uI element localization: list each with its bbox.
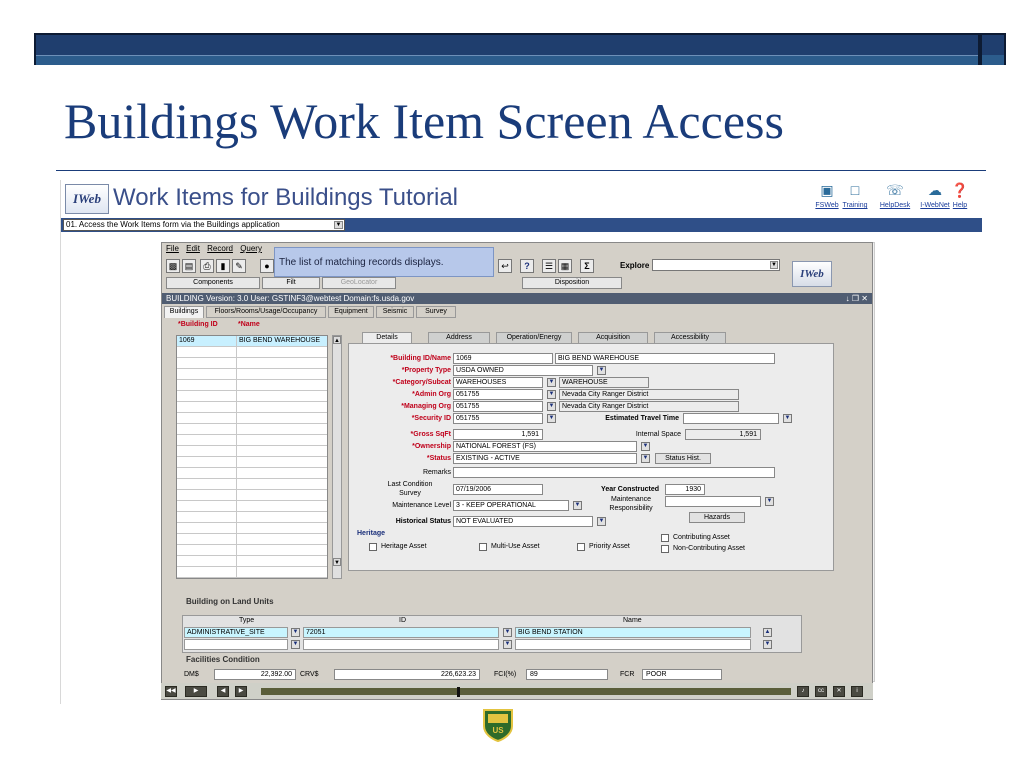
heritage-asset-checkbox[interactable] <box>369 543 377 551</box>
lov-icon[interactable]: ▼ <box>548 379 555 385</box>
list-cell <box>177 424 237 435</box>
list-item[interactable] <box>177 380 327 391</box>
disposition-button[interactable]: Disposition <box>522 277 622 289</box>
nav-iwebnet[interactable]: ☁ I-WebNet <box>920 182 950 209</box>
year-constructed-field[interactable]: 1930 <box>665 484 705 495</box>
list-cell <box>177 501 237 512</box>
security-id-field[interactable]: 051755 <box>453 413 543 424</box>
chevron-down-icon[interactable]: ▼ <box>771 262 777 268</box>
list-cell <box>177 369 237 380</box>
gross-sqft-field[interactable]: 1,591 <box>453 429 543 440</box>
iweb-logo: IWeb <box>65 184 109 214</box>
travel-time-field[interactable] <box>683 413 779 424</box>
last-condition-label: Last Condition Survey <box>387 481 433 497</box>
crv-label: CRV$ <box>300 671 319 678</box>
list-item[interactable] <box>177 413 327 424</box>
year-constructed-label: Year Constructed <box>601 486 659 493</box>
menu-query[interactable]: Query <box>240 244 262 253</box>
building-window-title: BUILDING Version: 3.0 User: GSTINF3@webtest Domain:fs.usda.gov ↓ ❐ ✕ <box>162 293 872 304</box>
contributing-asset-checkbox[interactable] <box>661 534 669 542</box>
heritage-label: Heritage <box>357 530 386 537</box>
tutorial-title: Work Items for Buildings Tutorial <box>113 184 459 211</box>
iwebnet-icon: ☁ <box>928 182 942 198</box>
step-bar <box>61 218 982 232</box>
list-icon[interactable]: ☰ <box>542 259 556 273</box>
tab-operation-energy[interactable]: Operation/Energy <box>496 332 572 344</box>
internal-space-field: 1,591 <box>685 429 761 440</box>
list-cell <box>177 523 237 534</box>
lov-icon[interactable]: ▼ <box>548 403 555 409</box>
next-icon[interactable]: ▶ <box>235 686 247 697</box>
tab-equipment[interactable]: Equipment <box>328 306 374 318</box>
hazards-button[interactable]: Hazards <box>689 512 745 523</box>
tab-details[interactable]: Details <box>362 332 412 345</box>
edit-icon[interactable]: ✎ <box>232 259 246 273</box>
previous-icon[interactable]: ◀ <box>217 686 229 697</box>
land-id-field-empty[interactable] <box>303 639 499 650</box>
list-cell <box>177 457 237 468</box>
list-item[interactable]: 1069 BIG BEND WAREHOUSE <box>177 336 327 347</box>
building-list <box>176 335 328 579</box>
list-item[interactable] <box>177 457 327 468</box>
list-header-name: *Name <box>238 321 260 328</box>
sum-icon[interactable]: Σ <box>580 259 594 273</box>
land-type-header: Type <box>239 617 255 624</box>
lov-icon[interactable]: ▼ <box>642 443 649 449</box>
admin-org-field[interactable]: 051755 <box>453 389 543 400</box>
dm-label: DM$ <box>184 671 199 678</box>
building-id-label: *Building ID/Name <box>390 355 451 362</box>
security-id-label: *Security ID <box>411 415 451 422</box>
clear-icon[interactable]: ▤ <box>182 259 196 273</box>
list-item[interactable] <box>177 567 327 578</box>
tutorial-screenshot <box>60 180 982 704</box>
list-cell <box>177 556 237 567</box>
land-id-header: ID <box>399 617 406 624</box>
grid-icon[interactable]: ▦ <box>558 259 572 273</box>
svg-text:US: US <box>492 726 504 735</box>
tab-survey[interactable]: Survey <box>416 306 456 318</box>
save-icon[interactable]: ▩ <box>166 259 180 273</box>
explore-label: Explore <box>620 261 650 270</box>
list-cell <box>177 402 237 413</box>
land-name-field[interactable]: BIG BEND STATION <box>515 627 751 638</box>
managing-org-field[interactable]: 051755 <box>453 401 543 412</box>
fcr-label: FCR <box>620 671 635 678</box>
list-item[interactable] <box>177 556 327 567</box>
property-type-label: *Property Type <box>401 367 451 374</box>
slide-header-square <box>980 33 1006 65</box>
multi-use-asset-checkbox[interactable] <box>479 543 487 551</box>
lov-icon[interactable]: ▼ <box>292 641 299 647</box>
list-item[interactable] <box>177 402 327 413</box>
list-cell <box>177 468 237 479</box>
geolocator-button[interactable]: GeoLocator <box>322 277 396 289</box>
fci-label: FCI(%) <box>494 671 517 678</box>
list-item[interactable] <box>177 347 327 358</box>
list-cell <box>177 391 237 402</box>
scroll-up-icon[interactable]: ▲ <box>764 629 771 635</box>
help-question-icon[interactable]: ? <box>520 259 534 273</box>
help-icon: ❓ <box>951 182 969 198</box>
lov-icon[interactable]: ▼ <box>574 502 581 508</box>
progress-track[interactable] <box>261 688 791 695</box>
step-select[interactable]: 01. Access the Work Items form via the Buildings application ▼ <box>63 219 345 231</box>
lov-icon[interactable]: ▼ <box>504 641 511 647</box>
captions-icon[interactable]: cc <box>815 686 827 697</box>
tab-accessibility[interactable]: Accessibility <box>654 332 726 344</box>
non-contributing-asset-label: Non-Contributing Asset <box>673 545 745 552</box>
forest-service-shield-logo <box>482 708 514 742</box>
land-name-header: Name <box>623 617 642 624</box>
fcr-field[interactable]: POOR <box>642 669 722 680</box>
lov-icon[interactable]: ▼ <box>766 498 773 504</box>
status-hist-button[interactable]: Status Hist. <box>655 453 711 464</box>
lov-icon[interactable]: ▼ <box>292 629 299 635</box>
tutorial-player <box>161 683 873 699</box>
list-cell <box>177 490 237 501</box>
slide-title: Buildings Work Item Screen Access <box>64 93 784 149</box>
facilities-title: Facilities Condition <box>186 655 260 664</box>
tab-acquisition[interactable]: Acquisition <box>578 332 648 344</box>
lov-icon[interactable]: ▼ <box>598 518 605 524</box>
list-cell <box>177 347 237 358</box>
last-condition-field[interactable]: 07/19/2006 <box>453 484 543 495</box>
priority-asset-label: Priority Asset <box>589 543 630 550</box>
multi-use-asset-label: Multi-Use Asset <box>491 543 540 550</box>
admin-org-label: *Admin Org <box>412 391 451 398</box>
filter-button[interactable]: Filt <box>262 277 320 289</box>
list-item[interactable] <box>177 512 327 523</box>
list-item[interactable] <box>177 391 327 402</box>
list-item[interactable] <box>177 523 327 534</box>
list-cell <box>177 534 237 545</box>
lov-icon[interactable]: ▼ <box>784 415 791 421</box>
list-item[interactable] <box>177 468 327 479</box>
nav-helpdesk[interactable]: ☏ HelpDesk <box>879 182 911 209</box>
list-item[interactable] <box>177 501 327 512</box>
list-cell <box>177 413 237 424</box>
list-cell <box>177 358 237 369</box>
lov-icon[interactable]: ▼ <box>598 367 605 373</box>
remarks-field[interactable] <box>453 467 775 478</box>
progress-thumb[interactable] <box>457 687 460 697</box>
list-cell <box>177 512 237 523</box>
land-type-field-empty[interactable] <box>184 639 288 650</box>
ownership-field[interactable]: NATIONAL FOREST (FS) <box>453 441 637 452</box>
land-type-field[interactable]: ADMINISTRATIVE_SITE <box>184 627 288 638</box>
list-item[interactable] <box>177 369 327 380</box>
window-controls[interactable]: ↓ ❐ ✕ <box>845 294 868 303</box>
menu-file[interactable]: File <box>166 244 179 253</box>
maintenance-level-field[interactable]: 3 - KEEP OPERATIONAL <box>453 500 569 511</box>
components-button[interactable]: Components <box>166 277 260 289</box>
gross-sqft-label: *Gross SqFt <box>410 431 451 438</box>
list-item[interactable] <box>177 479 327 490</box>
lov-icon[interactable]: ▼ <box>548 391 555 397</box>
status-field[interactable]: EXISTING - ACTIVE <box>453 453 637 464</box>
volume-icon[interactable]: ♪ <box>797 686 809 697</box>
exit-icon[interactable]: ↩ <box>498 259 512 273</box>
menu-edit[interactable]: Edit <box>186 244 200 253</box>
list-cell <box>177 479 237 490</box>
admin-org-name-field: Nevada City Ranger District <box>559 389 739 400</box>
list-header-building-id: *Building ID <box>178 321 218 328</box>
historical-status-label: Historical Status <box>395 518 451 525</box>
nav-training[interactable]: □ Training <box>842 182 868 209</box>
scroll-down-icon[interactable]: ▼ <box>334 560 340 566</box>
query-icon[interactable]: ● <box>260 259 274 273</box>
menu-record[interactable]: Record <box>207 244 233 253</box>
close-icon[interactable]: ✕ <box>833 686 845 697</box>
maint-resp-label: Maintenance Responsibility <box>609 496 653 512</box>
land-id-field[interactable]: 72051 <box>303 627 499 638</box>
list-item[interactable] <box>177 490 327 501</box>
dm-field[interactable]: 22,392.00 <box>214 669 296 680</box>
nav-help[interactable]: ❓ Help <box>951 182 969 209</box>
list-item[interactable] <box>177 424 327 435</box>
list-cell <box>177 545 237 556</box>
priority-asset-checkbox[interactable] <box>577 543 585 551</box>
nav-fsweb[interactable]: ▣ FSWeb <box>815 182 839 209</box>
details-panel <box>348 343 834 571</box>
list-cell <box>177 435 237 446</box>
list-cell <box>177 380 237 391</box>
list-item[interactable] <box>177 446 327 457</box>
maint-resp-field[interactable] <box>665 496 761 507</box>
lov-icon[interactable]: ▼ <box>504 629 511 635</box>
property-type-field[interactable]: USDA OWNED <box>453 365 593 376</box>
list-cell <box>177 567 237 578</box>
play-icon[interactable]: ▶ <box>185 686 207 697</box>
tooltip-callout: The list of matching records displays. <box>274 247 494 277</box>
explore-select[interactable] <box>652 259 780 271</box>
contributing-asset-label: Contributing Asset <box>673 534 730 541</box>
helpdesk-icon: ☏ <box>886 182 904 198</box>
travel-time-label: Estimated Travel Time <box>605 415 679 422</box>
fci-field[interactable]: 89 <box>526 669 608 680</box>
category-field[interactable]: WAREHOUSES <box>453 377 543 388</box>
managing-org-label: *Managing Org <box>401 403 451 410</box>
training-icon: □ <box>850 182 860 198</box>
remarks-label: Remarks <box>422 469 451 476</box>
slide-header-bar <box>34 33 980 65</box>
iweb-app-logo: IWeb <box>792 261 832 287</box>
lov-icon[interactable]: ▼ <box>548 415 555 421</box>
building-id-field[interactable]: 1069 <box>453 353 553 364</box>
list-item[interactable] <box>177 534 327 545</box>
tab-seismic[interactable]: Seismic <box>376 306 414 318</box>
tab-floors-rooms[interactable]: Floors/Rooms/Usage/Occupancy <box>206 306 326 318</box>
fsweb-icon: ▣ <box>820 182 834 198</box>
tab-address[interactable]: Address <box>428 332 490 344</box>
print-icon[interactable]: ⎙ <box>200 259 214 273</box>
managing-org-name-field: Nevada City Ranger District <box>559 401 739 412</box>
facilities-row <box>182 669 722 681</box>
list-item[interactable] <box>177 545 327 556</box>
list-cell <box>177 446 237 457</box>
info-icon[interactable]: i <box>851 686 863 697</box>
category-label: *Category/Subcat <box>392 379 451 386</box>
status-label: *Status <box>426 455 451 462</box>
building-name-field[interactable]: BIG BEND WAREHOUSE <box>555 353 775 364</box>
chevron-down-icon[interactable]: ▼ <box>335 222 342 228</box>
subcat-field: WAREHOUSE <box>559 377 649 388</box>
lov-icon[interactable]: ▼ <box>642 455 649 461</box>
tab-buildings[interactable]: Buildings <box>164 306 204 318</box>
non-contributing-asset-checkbox[interactable] <box>661 545 669 553</box>
slide-title-rule <box>56 170 986 171</box>
scroll-down-icon[interactable]: ▼ <box>764 641 771 647</box>
menu-bar <box>162 243 872 255</box>
toolbar <box>162 257 872 277</box>
list-scrollbar[interactable] <box>332 335 342 579</box>
rewind-icon[interactable]: ◀◀ <box>165 686 177 697</box>
scroll-up-icon[interactable]: ▲ <box>334 338 340 344</box>
crv-field[interactable]: 226,623.23 <box>334 669 480 680</box>
historical-status-field[interactable]: NOT EVALUATED <box>453 516 593 527</box>
heritage-asset-label: Heritage Asset <box>381 543 427 550</box>
building-application <box>161 242 873 700</box>
land-units-title: Building on Land Units <box>186 597 274 606</box>
land-units-block <box>182 615 802 653</box>
maintenance-level-label: Maintenance Level <box>392 502 451 509</box>
internal-space-label: Internal Space <box>635 431 681 438</box>
land-name-field-empty[interactable] <box>515 639 751 650</box>
list-item[interactable] <box>177 435 327 446</box>
list-item[interactable] <box>177 358 327 369</box>
ownership-label: *Ownership <box>412 443 451 450</box>
delete-icon[interactable]: ▮ <box>216 259 230 273</box>
